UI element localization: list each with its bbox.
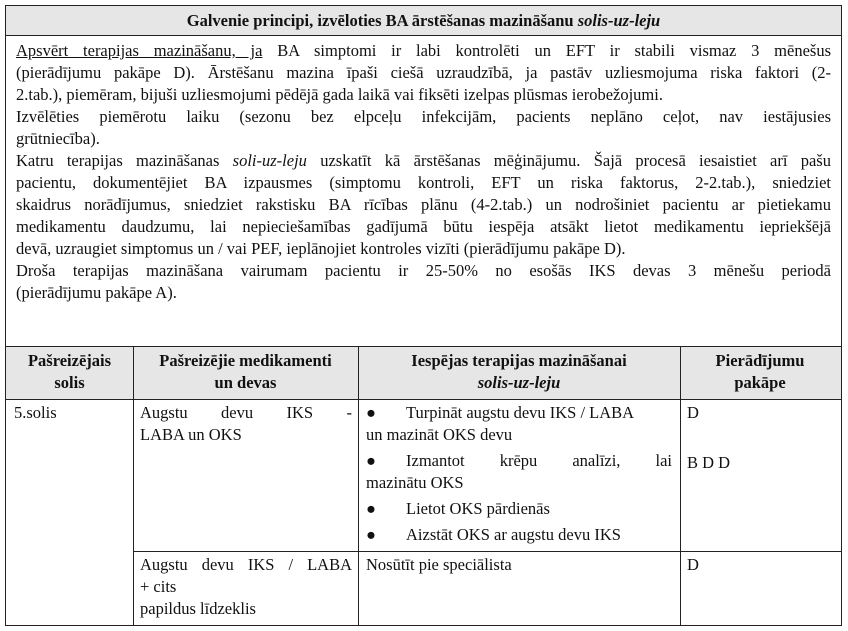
column-divider bbox=[358, 400, 359, 625]
meds-line: + cits bbox=[140, 577, 177, 596]
intro-line: pacientu, dokumentējiet BA izpausmes (simptomu kontroli, EFT un riska faktorus, 2-2.tab.), sniedziet bbox=[16, 173, 831, 192]
header-current-step bbox=[6, 350, 133, 394]
title-main: Galvenie principi, izvēloties BA ārstēšanas mazināšanu bbox=[186, 11, 578, 30]
intro-line: Izvēlēties piemērotu laiku (sezonu bez elpceļu infekcijām, pacients neplāno ceļot, nav iestājusies bbox=[16, 107, 831, 126]
intro-line: medikamentu daudzumu, lai nepieciešamības gadījumā būtu iespēja atsākt lietot medikamentu iepriekšējā bbox=[16, 217, 831, 236]
row1-step: 5.solis bbox=[14, 403, 57, 422]
column-divider bbox=[133, 347, 134, 399]
intro-line bbox=[16, 150, 831, 172]
option-item bbox=[366, 402, 672, 446]
intro-line: (pierādījumu pakāpe A). bbox=[16, 283, 177, 302]
row1-evidence-1: D bbox=[687, 403, 699, 422]
option-item bbox=[366, 498, 672, 520]
column-header-row bbox=[6, 346, 841, 400]
intro-line: grūtniecība). bbox=[16, 129, 100, 148]
intro-line: devā, uzraugiet simptomus un / vai PEF, ieplānojiet kontroles vizīti (pierādījumu pakāpe D). bbox=[16, 239, 626, 258]
meds-line: LABA un OKS bbox=[140, 425, 242, 444]
meds-line: Augstu devu IKS - bbox=[140, 403, 352, 422]
row-divider bbox=[133, 551, 841, 552]
option-text: un mazināt OKS devu bbox=[366, 425, 513, 444]
intro-italic: soli-uz-leju bbox=[232, 151, 307, 170]
header-evidence bbox=[680, 350, 840, 394]
intro-text-span: Katru terapijas mazināšanas bbox=[16, 151, 233, 170]
intro-line: Droša terapijas mazināšana vairumam pacientu ir 25-50% no esošās IKS devas 3 mēnešu periodā bbox=[16, 261, 831, 280]
intro-text bbox=[6, 36, 841, 350]
header-text: Pašreizējais bbox=[27, 351, 112, 370]
meds-line: papildus līdzeklis bbox=[140, 599, 256, 618]
row2-meds bbox=[140, 554, 352, 620]
column-divider bbox=[680, 400, 681, 625]
row1-meds bbox=[140, 402, 352, 446]
column-divider bbox=[133, 400, 134, 625]
intro-line: 2.tab.), piemēram, bijuši uzliesmojumi pēdējā gada laikā vai fiksēti izelpas plūsmas ierobežojumi. bbox=[16, 85, 663, 104]
header-text: solis bbox=[54, 373, 85, 392]
header-text: solis-uz-leju bbox=[477, 373, 561, 392]
bullet-icon: ● bbox=[366, 499, 376, 518]
column-divider bbox=[680, 347, 681, 399]
header-text: Pašreizējie medikamenti bbox=[159, 351, 332, 370]
option-item bbox=[366, 450, 672, 494]
intro-text-span: BA simptomi ir labi kontrolēti un EFT ir stabili vismaz 3 mēnešus bbox=[262, 41, 831, 60]
column-divider bbox=[358, 347, 359, 399]
option-text: mazinātu OKS bbox=[366, 473, 464, 492]
option-text: Turpināt augstu devu IKS / LABA bbox=[406, 403, 635, 422]
meds-line: Augstu devu IKS / LABA bbox=[140, 555, 352, 574]
header-text: pakāpe bbox=[734, 373, 786, 392]
intro-underlined: Apsvērt terapijas mazināšanu, ja bbox=[16, 41, 263, 60]
bullet-icon: ● bbox=[366, 525, 376, 544]
intro-line bbox=[16, 40, 831, 62]
header-text: un devas bbox=[214, 373, 277, 392]
option-text: Aizstāt OKS ar augstu devu IKS bbox=[406, 525, 621, 544]
row1-evidence-2: B D D bbox=[687, 453, 731, 472]
intro-line: (pierādījumu pakāpe D). Ārstēšanu mazina īpaši ciešā uzraudzībā, ja pastāv uzliesmojuma riska faktori (2- bbox=[16, 63, 831, 82]
header-text: Pierādījumu bbox=[715, 351, 805, 370]
row2-option: Nosūtīt pie speciālista bbox=[366, 555, 512, 574]
header-current-meds bbox=[133, 350, 358, 394]
row1-options bbox=[366, 402, 672, 546]
bullet-icon: ● bbox=[366, 403, 376, 422]
option-text: Lietot OKS pārdienās bbox=[406, 499, 550, 518]
header-stepdown-options bbox=[358, 350, 680, 394]
header-text: Iespējas terapijas mazināšanai bbox=[411, 351, 627, 370]
intro-text-span: uzskatīt kā ārstēšanas mēģinājumu. Šajā procesā iesaistiet arī pašu bbox=[306, 151, 831, 170]
bullet-icon: ● bbox=[366, 451, 376, 470]
option-text: Izmantot krēpu analīzi, lai bbox=[406, 451, 672, 470]
guideline-table bbox=[5, 5, 842, 626]
table-title bbox=[6, 6, 841, 36]
row2-evidence: D bbox=[687, 555, 699, 574]
intro-line: skaidrus norādījumus, sniedziet rakstisku BA rīcības plānu (4-2.tab.) un nodrošiniet pacientu ar pietiekamu bbox=[16, 195, 831, 214]
option-item bbox=[366, 524, 672, 546]
title-italic: solis-uz-leju bbox=[577, 11, 661, 30]
